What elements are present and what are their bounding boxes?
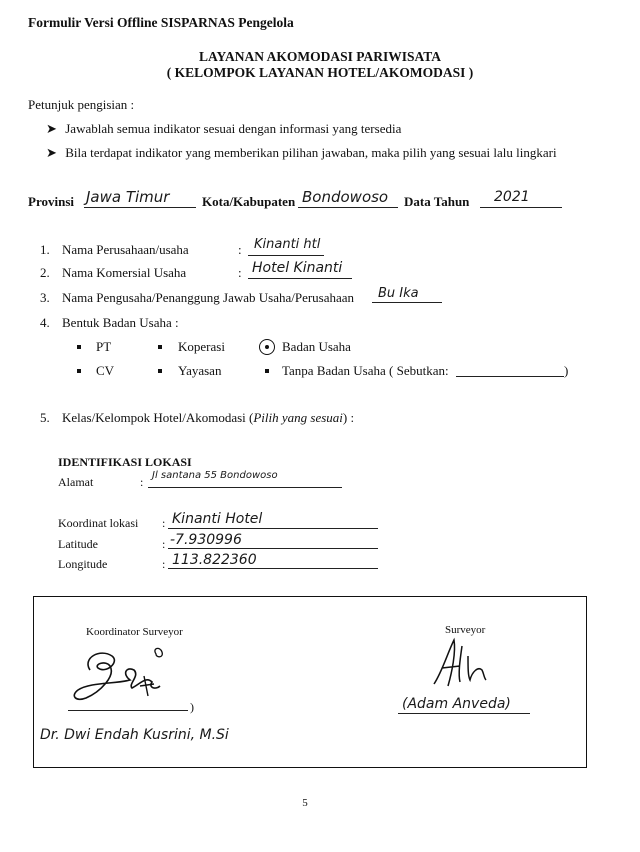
arrow-bullet-icon: ➤ — [46, 145, 57, 160]
koordinator-signature-icon — [60, 640, 180, 710]
tanpa-badan-underline — [456, 376, 564, 377]
tahun-label: Data Tahun — [404, 194, 470, 209]
bullet-icon — [158, 369, 162, 373]
q3-value: Bu Ika — [378, 286, 419, 301]
instructions-heading: Petunjuk pengisian : — [28, 97, 135, 112]
option-badan-usaha[interactable]: Badan Usaha — [282, 339, 351, 354]
provinsi-underline — [84, 207, 196, 208]
q5-number: 5. — [40, 410, 50, 425]
koordinat-underline — [168, 528, 378, 529]
longitude-label: Longitude — [58, 557, 108, 571]
tahun-value: 2021 — [494, 189, 530, 205]
option-yayasan[interactable]: Yayasan — [178, 363, 222, 378]
q5-label: Kelas/Kelompok Hotel/Akomodasi (Pilih yang sesuai) : — [62, 410, 355, 425]
option-pt[interactable]: PT — [96, 339, 112, 354]
page-number: 5 — [302, 797, 308, 809]
identifikasi-heading: IDENTIFIKASI LOKASI — [58, 455, 192, 469]
koordinat-label: Koordinat lokasi — [58, 516, 139, 530]
q1-number: 1. — [40, 242, 50, 257]
surveyor-label: Surveyor — [445, 624, 486, 636]
alamat-value: Jl santana 55 Bondowoso — [152, 470, 278, 481]
option-cv[interactable]: CV — [96, 363, 115, 378]
koordinator-name: Dr. Dwi Endah Kusrini, M.Si — [40, 727, 229, 743]
tanpa-badan-close: ) — [564, 363, 569, 378]
tahun-underline — [480, 207, 562, 208]
bullet-icon — [158, 345, 162, 349]
option-tanpa-badan-usaha[interactable]: Tanpa Badan Usaha ( Sebutkan: — [282, 363, 449, 378]
q3-number: 3. — [40, 290, 50, 305]
q3-underline — [372, 302, 442, 303]
surveyor-signature-icon — [428, 632, 508, 692]
title-line-2: ( KELOMPOK LAYANAN HOTEL/AKOMODASI ) — [166, 65, 474, 80]
q2-value: Hotel Kinanti — [252, 260, 343, 276]
koordinat-colon: : — [162, 516, 166, 530]
q1-label: Nama Perusahaan/usaha — [62, 242, 189, 257]
instruction-item: ➤ Jawablah semua indikator sesuai dengan informasi yang tersedia — [46, 121, 402, 136]
provinsi-label: Provinsi — [28, 194, 74, 209]
q3-label: Nama Pengusaha/Penanggung Jawab Usaha/Perusahaan — [62, 290, 355, 305]
alamat-underline — [148, 487, 342, 488]
bullet-icon — [77, 369, 81, 373]
longitude-underline — [168, 568, 378, 569]
latitude-label: Latitude — [58, 537, 98, 551]
bullet-icon — [77, 345, 81, 349]
selected-circle-icon — [259, 339, 275, 355]
latitude-underline — [168, 548, 378, 549]
latitude-colon: : — [162, 537, 166, 551]
latitude-value: -7.930996 — [170, 532, 242, 548]
form-header: Formulir Versi Offline SISPARNAS Pengelola — [28, 15, 294, 30]
koordinator-close-paren: ) — [190, 700, 194, 714]
provinsi-value: Jawa Timur — [86, 188, 170, 206]
koordinator-sign-line — [68, 710, 188, 711]
koordinat-value: Kinanti Hotel — [172, 511, 263, 527]
q1-underline — [248, 255, 324, 256]
longitude-colon: : — [162, 557, 166, 571]
q1-value: Kinanti htl — [254, 237, 321, 252]
q2-number: 2. — [40, 265, 50, 280]
instruction-item: ➤ Bila terdapat indikator yang memberikan pilihan jawaban, maka pilih yang sesuai lalu lingkari — [46, 145, 557, 160]
koordinator-label: Koordinator Surveyor — [86, 626, 183, 638]
q1-colon: : — [238, 242, 242, 257]
surveyor-name: (Adam Anveda) — [402, 696, 511, 712]
arrow-bullet-icon: ➤ — [46, 121, 57, 136]
q4-number: 4. — [40, 315, 50, 330]
bullet-icon — [265, 369, 269, 373]
title-line-1: LAYANAN AKOMODASI PARIWISATA — [198, 49, 442, 64]
q2-underline — [248, 278, 352, 279]
q4-label: Bentuk Badan Usaha : — [62, 315, 179, 330]
option-koperasi[interactable]: Koperasi — [178, 339, 225, 354]
q2-colon: : — [238, 265, 242, 280]
longitude-value: 113.822360 — [172, 552, 257, 568]
kota-label: Kota/Kabupaten — [202, 194, 296, 209]
alamat-label: Alamat — [58, 475, 94, 489]
kota-underline — [298, 207, 398, 208]
surveyor-sign-line — [398, 713, 530, 714]
kota-value: Bondowoso — [302, 188, 389, 206]
q2-label: Nama Komersial Usaha — [62, 265, 187, 280]
alamat-colon: : — [140, 475, 144, 489]
